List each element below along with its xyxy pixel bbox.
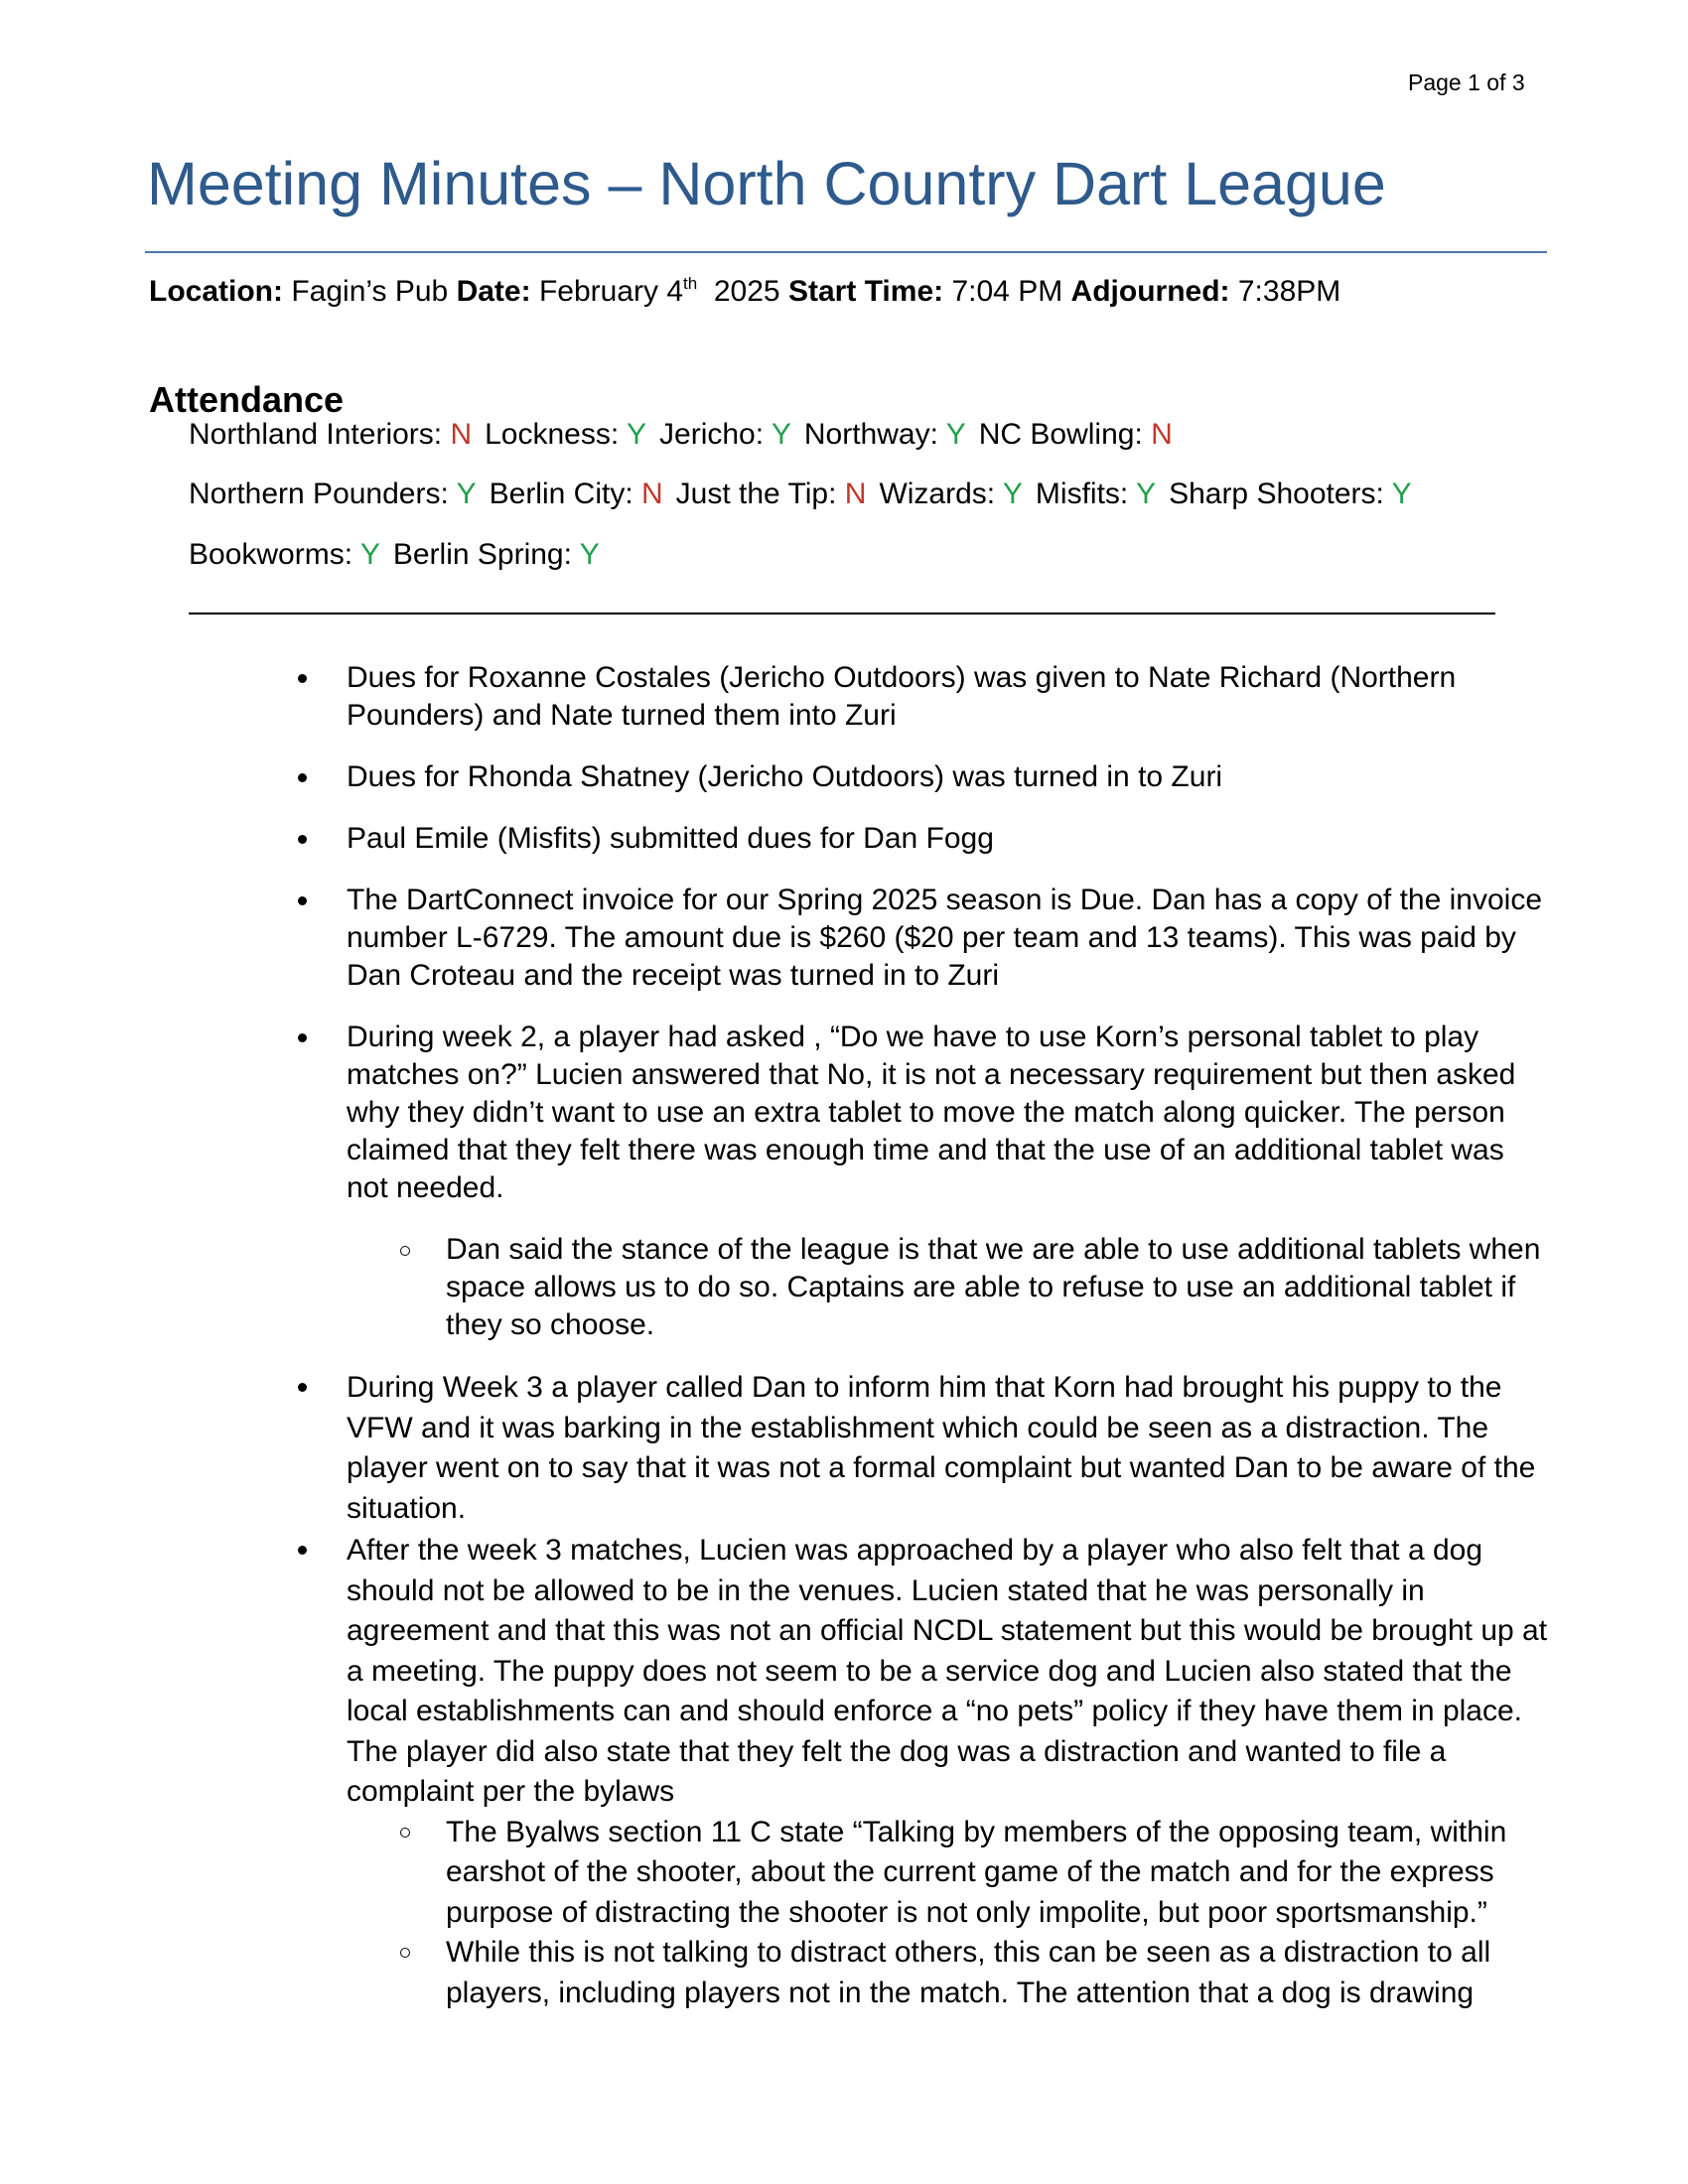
team-name: Northway: xyxy=(803,418,946,451)
page-title: Meeting Minutes – North Country Dart League xyxy=(147,150,1386,217)
team-name: Misfits: xyxy=(1035,478,1137,510)
team-name: Berlin City: xyxy=(489,478,641,510)
item-text: During week 2, a player had asked , “Do we have to use Korn’s personal tablet to play matches on?” Lucien answered that No, it is not a necessary requirement but then asked why they didn’t want to use an extra tablet to move the match along quicker. The person claimed that they felt there was enough time and that the use of an additional tablet was not needed. xyxy=(347,1021,1516,1204)
attendance-row-3 xyxy=(189,538,613,572)
item-text: After the week 3 matches, Lucien was approached by a player who also felt that a dog should not be allowed to be in the venues. Lucien stated that he was personally in agreement and that this was not an official NCDL statement but this would be brought up at a meeting. The puppy does not seem to be a service dog and Lucien also stated that the local establishments can and should enforce a “no pets” policy if they have them in place. The player did also state that they felt the dog was a distraction and wanted to file a complaint per the bylaws xyxy=(347,1534,1548,1808)
item-text: Paul Emile (Misfits) submitted dues for Dan Fogg xyxy=(347,822,994,855)
location-value: Fagin’s Pub xyxy=(291,275,449,308)
team-name: Northland Interiors: xyxy=(189,418,451,451)
sub-item-text: Dan said the stance of the league is that we are able to use additional tablets when space allows us to do so. Captains are able to refuse to use an additional tablet if they so choose. xyxy=(446,1233,1541,1341)
title-divider xyxy=(145,251,1547,253)
hollow-bullet-icon xyxy=(400,1828,410,1838)
sub-item-text: The Byalws section 11 C state “Talking by members of the opposing team, within earshot of the shooter, about the current game of the match and for the express purpose of distracting the shooter is not only impolite, but poor sportsmanship.” xyxy=(446,1815,1507,1929)
attendance-row-1 xyxy=(189,418,1186,452)
attendance-entry xyxy=(1036,478,1156,510)
attendance-entry xyxy=(1169,478,1412,510)
team-name: Lockness: xyxy=(485,418,627,451)
list-item xyxy=(0,1019,1688,1344)
bullet-icon xyxy=(298,1546,307,1555)
attendance-entry xyxy=(659,418,791,451)
minutes-list xyxy=(0,659,1688,2037)
date-label: Date: xyxy=(456,275,531,308)
attendance-entry xyxy=(804,418,966,451)
sub-item-text: While this is not talking to distract others, this can be seen as a distraction to all players, including players not in the match. The attention that a dog is drawing xyxy=(446,1936,1491,2009)
attendance-status: Y xyxy=(1391,478,1412,510)
attendance-status: Y xyxy=(359,538,380,571)
list-item xyxy=(0,758,1688,796)
date-value: February 4 xyxy=(538,275,684,308)
hollow-bullet-icon xyxy=(400,1948,410,1958)
item-text: The DartConnect invoice for our Spring 2025 season is Due. Dan has a copy of the invoice number L-6729. The amount due is $260 ($20 per team and 13 teams). This was paid by Dan Croteau and the receipt was turned in to Zuri xyxy=(347,884,1543,992)
attendance-status: Y xyxy=(945,418,966,451)
attendance-entry xyxy=(393,538,600,571)
attendance-entry xyxy=(879,478,1022,510)
attendance-entry xyxy=(490,478,663,510)
team-name: Northern Pounders: xyxy=(189,478,457,510)
attendance-status: N xyxy=(1151,418,1173,451)
adjourned-label: Adjourned: xyxy=(1070,275,1230,308)
team-name: Just the Tip: xyxy=(675,478,845,510)
team-name: NC Bowling: xyxy=(978,418,1152,451)
attendance-status: N xyxy=(450,418,473,451)
attendance-entry xyxy=(676,478,867,510)
attendance-status: Y xyxy=(1002,478,1023,510)
meeting-details xyxy=(149,275,1340,309)
sub-list xyxy=(347,1813,1549,2014)
sub-list-item xyxy=(347,1933,1549,2013)
start-time-value: 7:04 PM xyxy=(951,275,1063,308)
attendance-row-2 xyxy=(189,478,1425,511)
list-item xyxy=(0,882,1688,995)
item-text: Dues for Rhonda Shatney (Jericho Outdoors) was turned in to Zuri xyxy=(347,760,1223,793)
adjourned-value: 7:38PM xyxy=(1237,275,1341,308)
attendance-entry xyxy=(485,418,646,451)
date-year: 2025 xyxy=(713,275,780,308)
sub-list xyxy=(347,1231,1549,1344)
attendance-heading: Attendance xyxy=(149,379,345,420)
bullet-icon xyxy=(298,674,307,683)
attendance-status: Y xyxy=(1136,478,1157,510)
attendance-entry xyxy=(979,418,1173,451)
list-item xyxy=(0,820,1688,858)
bullet-icon xyxy=(298,773,307,782)
list-item xyxy=(0,659,1688,735)
team-name: Wizards: xyxy=(879,478,1003,510)
attendance-status: N xyxy=(844,478,867,510)
team-name: Jericho: xyxy=(659,418,772,451)
attendance-status: Y xyxy=(627,418,647,451)
attendance-entry xyxy=(189,478,477,510)
location-label: Location: xyxy=(149,275,283,308)
bullet-icon xyxy=(298,1033,307,1042)
list-item xyxy=(0,1531,1688,2013)
bullet-icon xyxy=(298,896,307,905)
page-number: Page 1 of 3 xyxy=(1408,69,1525,95)
team-name: Berlin Spring: xyxy=(392,538,580,571)
hollow-bullet-icon xyxy=(400,1246,410,1256)
attendance-status: Y xyxy=(456,478,477,510)
bullet-icon xyxy=(298,835,307,844)
sub-list-item xyxy=(347,1813,1549,1934)
team-name: Bookworms: xyxy=(189,538,360,571)
attendance-entry xyxy=(189,418,472,451)
attendance-status: Y xyxy=(579,538,600,571)
date-ordinal: th xyxy=(683,274,698,293)
attendance-status: Y xyxy=(771,418,791,451)
list-item xyxy=(0,1368,1688,1529)
sub-list-item xyxy=(347,1231,1549,1344)
start-time-label: Start Time: xyxy=(787,275,944,308)
bullet-icon xyxy=(298,1383,307,1392)
attendance-entry xyxy=(189,538,380,571)
attendance-status: N xyxy=(641,478,663,510)
section-divider xyxy=(189,613,1495,614)
item-text: Dues for Roxanne Costales (Jericho Outdoors) was given to Nate Richard (Northern Pounders) and Nate turned them into Zuri xyxy=(347,661,1457,732)
item-text: During Week 3 a player called Dan to inform him that Korn had brought his puppy to the VFW and it was barking in the establishment which could be seen as a distraction. The player went on to say that it was not a formal complaint but wanted Dan to be aware of the situation. xyxy=(347,1371,1536,1525)
team-name: Sharp Shooters: xyxy=(1169,478,1392,510)
